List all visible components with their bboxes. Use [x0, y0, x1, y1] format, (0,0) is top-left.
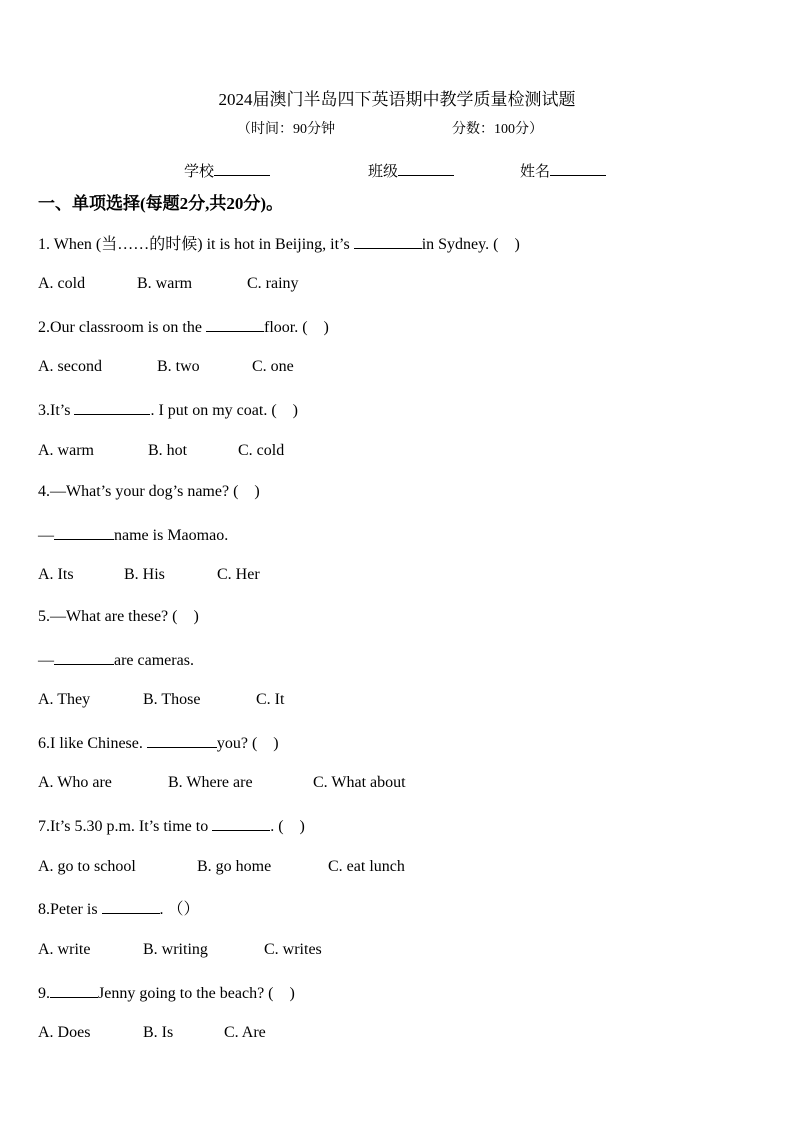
question-stem — [38, 233, 520, 255]
answer-blank — [212, 815, 270, 831]
option-b: B. His — [124, 566, 165, 583]
section-heading: 一、单项选择(每题2分,共20分)。 — [38, 194, 284, 213]
stem-text: Jenny going to the beach? ( ) — [98, 985, 295, 1002]
school-blank — [214, 161, 270, 176]
question-stem — [38, 316, 329, 338]
option-c: C. eat lunch — [328, 858, 405, 875]
option-c: C. What about — [313, 774, 406, 791]
question-stem — [38, 898, 200, 920]
dash: — — [38, 652, 54, 669]
option-b: B. Is — [143, 1024, 174, 1041]
school-field — [184, 160, 270, 181]
option-a: A. cold — [38, 275, 86, 292]
option-b: B. hot — [148, 442, 188, 459]
stem-text: 8.Peter is — [38, 901, 102, 918]
option-a: A. They — [38, 691, 91, 708]
stem-text: . I put on my coat. ( ) — [150, 402, 298, 419]
question-stem — [38, 482, 260, 502]
option-c: C. writes — [264, 941, 322, 958]
option-c: C. cold — [238, 442, 285, 459]
option-b: B. writing — [143, 941, 208, 958]
stem-text: 1. When (当……的时候) it is hot in Beijing, it’s — [38, 236, 354, 253]
option-a: A. second — [38, 358, 102, 375]
question-stem — [38, 982, 295, 1004]
option-b: B. go home — [197, 858, 272, 875]
answer-blank — [54, 649, 114, 665]
name-field — [520, 160, 606, 181]
answer-blank — [74, 399, 150, 415]
question-reply — [38, 524, 228, 546]
class-field — [368, 160, 454, 181]
option-a: A. Its — [38, 566, 74, 583]
answer-blank — [354, 233, 422, 249]
question-stem — [38, 732, 279, 754]
stem-text: floor. ( ) — [263, 319, 329, 336]
option-b: B. two — [157, 358, 200, 375]
option-c: C. one — [252, 358, 294, 375]
question-reply — [38, 649, 194, 671]
answer-blank — [54, 524, 114, 540]
answer-blank — [102, 898, 160, 914]
stem-text: 9. — [38, 985, 50, 1002]
score-label: 分数：100分） — [452, 122, 543, 137]
name-blank — [550, 161, 606, 176]
name-label: 姓名 — [520, 164, 551, 180]
school-label: 学校 — [184, 164, 215, 180]
option-b: B. Where are — [168, 774, 253, 791]
option-a: A. Who are — [38, 774, 112, 791]
stem-text: 4.—What’s your dog’s name? ( ) — [38, 483, 260, 500]
stem-text: in Sydney. ( ) — [421, 236, 520, 253]
answer-blank — [147, 732, 217, 748]
stem-text: 2.Our classroom is on the — [38, 319, 206, 336]
page-title: 2024届澳门半岛四下英语期中教学质量检测试题 — [218, 90, 576, 109]
option-a: A. write — [38, 941, 91, 958]
stem-text: 5.—What are these? ( ) — [38, 608, 199, 625]
stem-text: 7.It’s 5.30 p.m. It’s time to — [38, 818, 213, 835]
option-a: A. warm — [38, 442, 94, 459]
stem-text: . ( ) — [270, 818, 305, 835]
question-stem — [38, 815, 305, 837]
answer-blank — [50, 982, 98, 998]
stem-text: 6.I like Chinese. — [38, 735, 147, 752]
option-b: B. Those — [143, 691, 201, 708]
dash: — — [38, 527, 54, 544]
stem-text: 3.It’s — [38, 402, 75, 419]
option-a: A. Does — [38, 1024, 91, 1041]
option-b: B. warm — [137, 275, 193, 292]
question-stem — [38, 399, 298, 421]
stem-text: . （） — [159, 901, 200, 918]
option-a: A. go to school — [38, 858, 136, 875]
answer-blank — [206, 316, 264, 332]
reply-text: name is Maomao. — [114, 527, 229, 544]
option-c: C. Her — [217, 566, 260, 583]
option-c: C. rainy — [247, 275, 299, 292]
reply-text: are cameras. — [114, 652, 194, 669]
option-c: C. It — [256, 691, 285, 708]
class-label: 班级 — [368, 164, 399, 180]
time-label: （时间：90分钟 — [237, 122, 335, 137]
option-c: C. Are — [224, 1024, 266, 1041]
question-stem — [38, 607, 199, 627]
class-blank — [398, 161, 454, 176]
stem-text: you? ( ) — [216, 735, 279, 752]
